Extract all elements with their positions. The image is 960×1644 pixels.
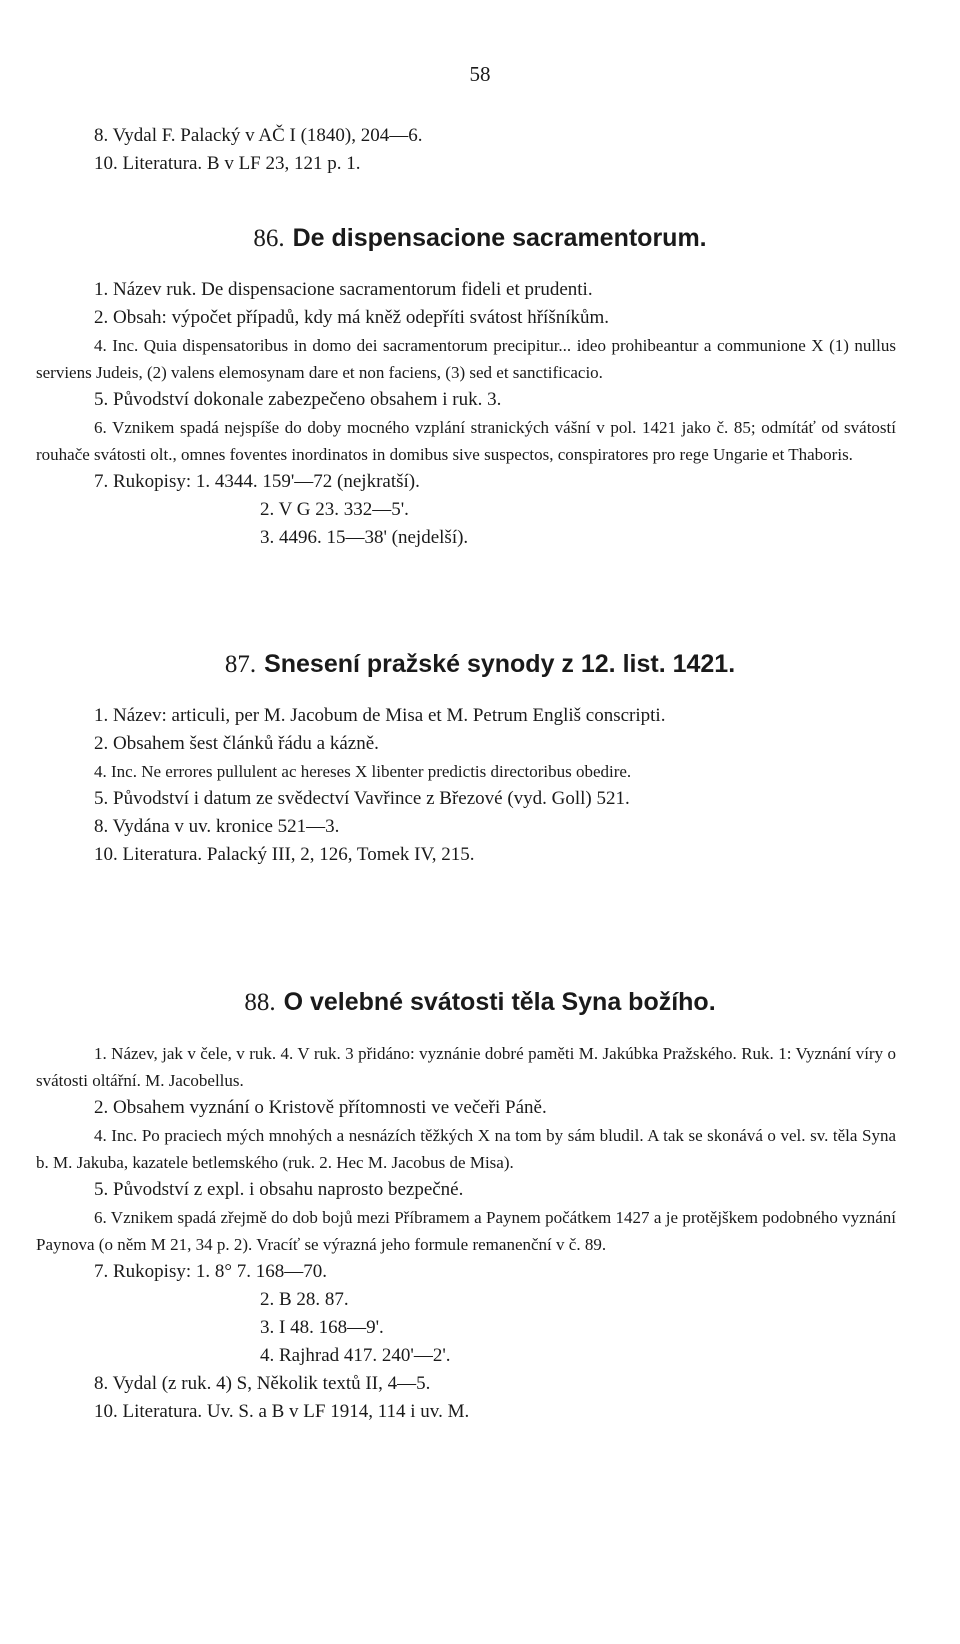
manuscript-line: 3. 4496. 15—38' (nejdelší). <box>260 527 469 548</box>
page-number: 58 <box>469 62 491 86</box>
section-title: Snesení pražské synody z 12. list. 1421. <box>264 650 736 678</box>
manuscript-line: 7. Rukopisy: 1. 8° 7. 168—70. <box>94 1261 327 1282</box>
section-number: 86. <box>253 225 285 252</box>
section-88-body <box>36 1040 896 1426</box>
entry-line: 2. Obsahem šest článků řádu a kázně. <box>94 733 379 754</box>
section-88-heading <box>0 988 960 1017</box>
section-85-tail <box>36 122 896 178</box>
entry-paragraph: 1. Název, jak v čele, v ruk. 4. V ruk. 3 přidáno: vyznánie dobré paměti M. Jakúbka Pražského. Ruk. 1: Vyznání víry o svátosti oltářní. M. Jacobellus. <box>36 1044 896 1090</box>
entry-line: 5. Původství z expl. i obsahu naprosto bezpečné. <box>94 1179 464 1200</box>
manuscript-line: 7. Rukopisy: 1. 4344. 159'—72 (nejkratší). <box>94 471 420 492</box>
manuscript-line: 4. Rajhrad 417. 240'—2'. <box>260 1345 451 1366</box>
manuscript-line: 2. V G 23. 332—5'. <box>260 499 409 520</box>
manuscript-line: 3. I 48. 168—9'. <box>260 1317 384 1338</box>
manuscript-line: 2. B 28. 87. <box>260 1289 349 1310</box>
entry-paragraph: 4. Inc. Po praciech mých mnohých a nesnázích těžkých X na tom by sám bludil. A tak se skonává o vel. sv. těla Syna b. M. Jakuba, kazatele betlemského (ruk. 2. Hec M. Jacobus de Misa). <box>36 1126 896 1172</box>
entry-line: 5. Původství i datum ze svědectví Vavřince z Březové (vyd. Goll) 521. <box>94 788 630 809</box>
section-number: 87. <box>224 651 257 678</box>
entry-line: 8. Vydal (z ruk. 4) S, Několik textů II, 4—5. <box>94 1373 431 1394</box>
entry-line: 2. Obsahem vyznání o Kristově přítomnosti ve večeři Páně. <box>94 1097 547 1118</box>
entry-line: 10. Literatura. Palacký III, 2, 126, Tomek IV, 215. <box>94 844 475 865</box>
section-86-body <box>36 276 896 552</box>
section-87-body <box>36 702 896 869</box>
entry-paragraph: 6. Vznikem spadá nejspíše do doby mocného vzplání stranických vášní v pol. 1421 jako č. 85; odmítáť od svátostí rouhače svátosti olt., omnes foventes inordinatos in domibus sive suspectos, conspiratores pro rege Ungarie et Thaboris. <box>36 418 896 464</box>
section-86-heading <box>0 224 960 253</box>
entry-line: 10. Literatura. Uv. S. a B v LF 1914, 114 i uv. M. <box>94 1401 470 1422</box>
entry-line: 2. Obsah: výpočet případů, kdy má kněž odepříti svátost hříšníkům. <box>94 307 610 328</box>
entry-line: 5. Původství dokonale zabezpečeno obsahem i ruk. 3. <box>94 389 502 410</box>
entry-paragraph: 4. Inc. Ne errores pullulent ac hereses X libenter predictis directoribus obedire. <box>94 762 632 781</box>
entry-line: 1. Název: articuli, per M. Jacobum de Misa et M. Petrum Engliš conscripti. <box>94 705 666 726</box>
entry-paragraph: 6. Vznikem spadá zřejmě do dob bojů mezi Příbramem a Paynem počátkem 1427 a je protějškem podobného vyznání Paynova (o něm M 21, 34 p. 2). Vracíť se výrazná jeho formule remanenční v č. 89. <box>36 1208 896 1254</box>
section-title: O velebné svátosti těla Syna božího. <box>283 988 716 1016</box>
entry-line: 10. Literatura. B v LF 23, 121 p. 1. <box>94 153 361 174</box>
section-number: 88. <box>244 989 276 1016</box>
entry-line: 1. Název ruk. De dispensacione sacramentorum fideli et prudenti. <box>94 279 593 300</box>
entry-line: 8. Vydána v uv. kronice 521—3. <box>94 816 340 837</box>
section-title: De dispensacione sacramentorum. <box>292 224 707 252</box>
entry-paragraph: 4. Inc. Quia dispensatoribus in domo dei sacramentorum precipitur... ideo prohibeantur a communione X (1) nullus serviens Judeis, (2) valens elemosynam dare et non faciens, (3) sed et sanctificacio. <box>36 336 896 382</box>
section-87-heading <box>0 650 960 679</box>
entry-line: 8. Vydal F. Palacký v AČ I (1840), 204—6. <box>94 125 423 146</box>
